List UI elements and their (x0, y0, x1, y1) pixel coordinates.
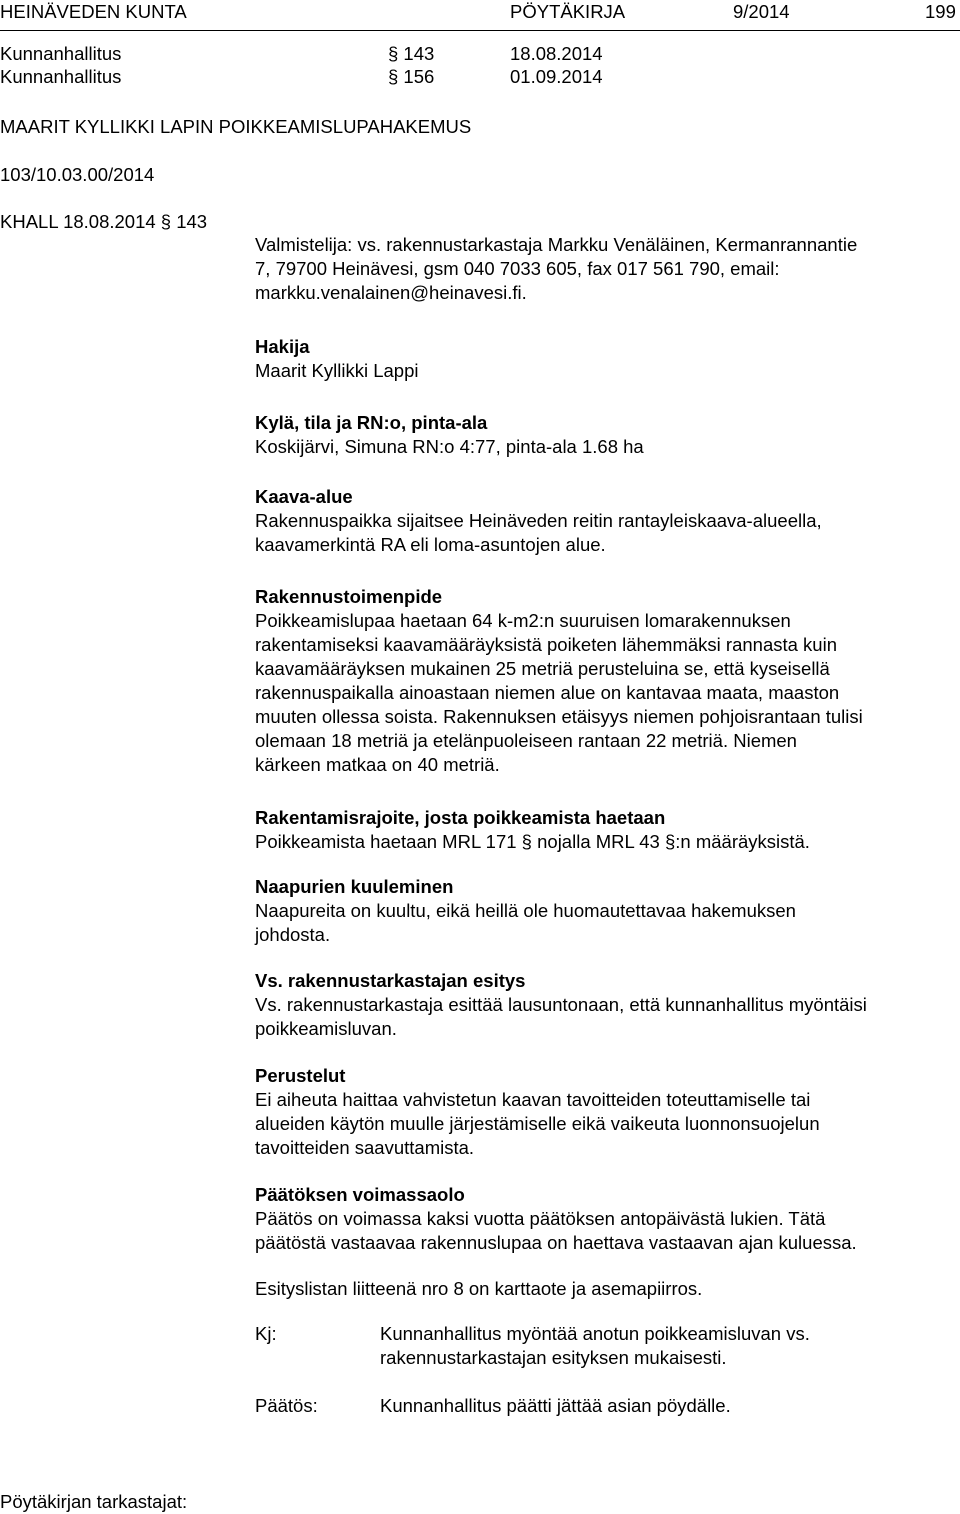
decision-text: Kunnanhallitus päätti jättää asian pöydälle. (380, 1395, 731, 1416)
decision-label: Päätös: (255, 1395, 318, 1416)
section-line: Poikkeamista haetaan MRL 171 § nojalla MRL 43 §:n määräyksistä. (255, 831, 810, 852)
section-heading: Hakija (255, 336, 310, 357)
section-line: kaavamerkintä RA eli loma-asuntojen alue. (255, 534, 606, 555)
section-line: kärkeen matkaa on 40 metriä. (255, 754, 500, 775)
preparer-block (255, 233, 960, 305)
section-line: alueiden käytön muulle järjestämiselle eikä vaikeuta luonnonsuojelun (255, 1113, 820, 1134)
section-heading: Rakennustoimenpide (255, 586, 443, 607)
section-naapurit (255, 875, 960, 947)
section-heading: Rakentamisrajoite, josta poikkeamista haetaan (255, 807, 666, 828)
section-line: Rakennuspaikka sijaitsee Heinäveden reitin rantayleiskaava-alueella, (255, 510, 822, 531)
section-line: poikkeamisluvan. (255, 1018, 397, 1039)
section-heading: Kylä, tila ja RN:o, pinta-ala (255, 412, 488, 433)
section-line: päätöstä vastaavaa rakennuslupaa on haettava vastaavan ajan kuluessa. (255, 1232, 857, 1253)
section-line: tavoitteiden saavuttamista. (255, 1137, 475, 1158)
section-line: Ei aiheuta haittaa vahvistetun kaavan tavoitteiden toteuttamiselle tai (255, 1089, 811, 1110)
section-perustelut (255, 1064, 960, 1160)
section-hakija (255, 335, 960, 383)
preparer-line: markku.venalainen@heinavesi.fi. (255, 282, 527, 303)
section-heading: Naapurien kuuleminen (255, 876, 454, 897)
reference-body: Kunnanhallitus (0, 66, 122, 87)
section-line: muuten ollessa soista. Rakennuksen etäisyys niemen pohjoisrantaan tulisi (255, 706, 863, 727)
section-line: rakennuspaikalla ainoastaan niemen alue on kantavaa maata, maaston (255, 682, 840, 703)
section-voimassaolo (255, 1183, 960, 1255)
section-line: rakentamiseksi kaavamääräyksistä poiketen lähemmäksi rannasta kuin (255, 634, 837, 655)
section-line: Maarit Kyllikki Lappi (255, 360, 419, 381)
section-line: Vs. rakennustarkastaja esittää lausuntonaan, että kunnanhallitus myöntäisi (255, 994, 867, 1015)
header-page-number: 199 (925, 1, 956, 22)
preparer-line: Valmistelija: vs. rakennustarkastaja Markku Venäläinen, Kermanrannantie (255, 234, 858, 255)
header-org: HEINÄVEDEN KUNTA (0, 1, 187, 22)
section-toimenpide (255, 585, 960, 777)
header-issue: 9/2014 (733, 1, 790, 22)
proposal-line: rakennustarkastajan esityksen mukaisesti. (380, 1347, 727, 1368)
section-line: johdosta. (255, 924, 331, 945)
case-id: 103/10.03.00/2014 (0, 164, 155, 185)
header-rule (0, 30, 960, 31)
section-line: Päätös on voimassa kaksi vuotta päätöksen antopäivästä lukien. Tätä (255, 1208, 826, 1229)
section-heading: Vs. rakennustarkastajan esitys (255, 970, 526, 991)
reference-date: 18.08.2014 (510, 43, 603, 64)
attachment-note: Esityslistan liitteenä nro 8 on karttaote ja asemapiirros. (255, 1278, 703, 1299)
section-line: olemaan 18 metriä ja etelänpuoleiseen rantaan 22 metriä. Niemen (255, 730, 797, 751)
reference-date: 01.09.2014 (510, 66, 603, 87)
meeting-ref: KHALL 18.08.2014 § 143 (0, 211, 208, 232)
section-heading: Perustelut (255, 1065, 346, 1086)
section-line: kaavamääräyksen mukainen 25 metriä perusteluina se, että kyseisellä (255, 658, 830, 679)
section-rajoite (255, 806, 960, 854)
section-kyla (255, 411, 960, 459)
footer-reviewers-label: Pöytäkirjan tarkastajat: (0, 1491, 188, 1512)
proposal-label: Kj: (255, 1323, 277, 1344)
reference-section: § 156 (388, 66, 435, 87)
case-title: MAARIT KYLLIKKI LAPIN POIKKEAMISLUPAHAKEMUS (0, 116, 472, 137)
section-line: Naapureita on kuultu, eikä heillä ole huomautettavaa hakemuksen (255, 900, 796, 921)
section-esitys (255, 969, 960, 1041)
proposal-text (380, 1322, 810, 1370)
section-heading: Päätöksen voimassaolo (255, 1184, 465, 1205)
header-doc-type: PÖYTÄKIRJA (510, 1, 626, 22)
section-line: Poikkeamislupaa haetaan 64 k-m2:n suuruisen lomarakennuksen (255, 610, 791, 631)
section-line: Koskijärvi, Simuna RN:o 4:77, pinta-ala 1.68 ha (255, 436, 644, 457)
reference-body: Kunnanhallitus (0, 43, 122, 64)
section-kaava (255, 485, 960, 557)
reference-section: § 143 (388, 43, 435, 64)
section-heading: Kaava-alue (255, 486, 353, 507)
preparer-line: 7, 79700 Heinävesi, gsm 040 7033 605, fax 017 561 790, email: (255, 258, 780, 279)
proposal-line: Kunnanhallitus myöntää anotun poikkeamisluvan vs. (380, 1323, 810, 1344)
